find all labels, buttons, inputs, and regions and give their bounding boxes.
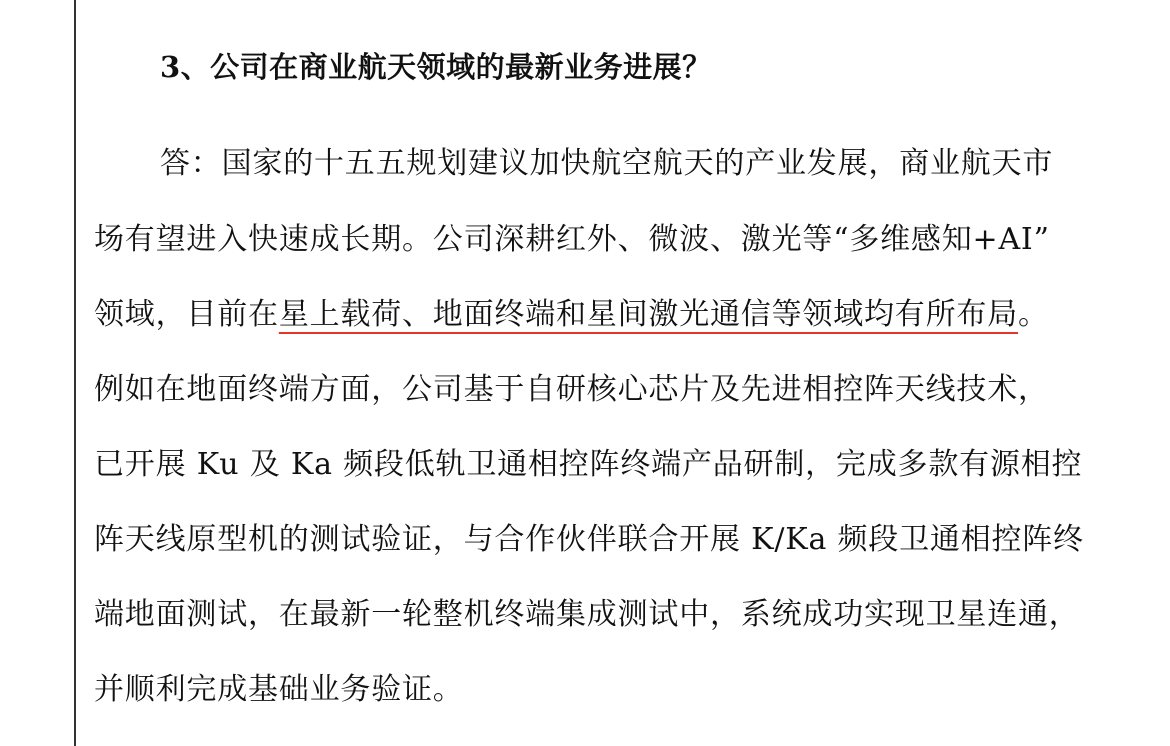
question-heading: 3、公司在商业航天领域的最新业务进展？ [160,50,712,84]
answer-line-1: 答：国家的十五五规划建议加快航空航天的产业发展，商业航天市 [160,146,1054,181]
answer-line-3 [94,289,1049,341]
answer-line-2: 场有望进入快速成长期。公司深耕红外、微波、激光等“多维感知+AI” [94,222,1050,257]
answer-line-3-start: 领域，目前在 [94,297,279,332]
answer-line-8: 并顺利完成基础业务验证。 [94,672,464,707]
answer-line-5: 已开展 Ku 及 Ka 频段低轨卫通相控阵终端产品研制，完成多款有源相控 [94,447,1083,482]
answer-line-6: 阵天线原型机的测试验证，与合作伙伴联合开展 K/Ka 频段卫通相控阵终 [94,522,1084,557]
red-underlined-text: 星上载荷、地面终端和星间激光通信等领域均有所布局 [278,297,1019,332]
page-left-border [74,0,76,746]
answer-line-7: 端地面测试，在最新一轮整机终端集成测试中，系统成功实现卫星连通， [94,597,1080,632]
answer-line-3-end: 。 [1018,297,1049,332]
answer-line-4: 例如在地面终端方面，公司基于自研核心芯片及先进相控阵天线技术， [94,372,1049,407]
